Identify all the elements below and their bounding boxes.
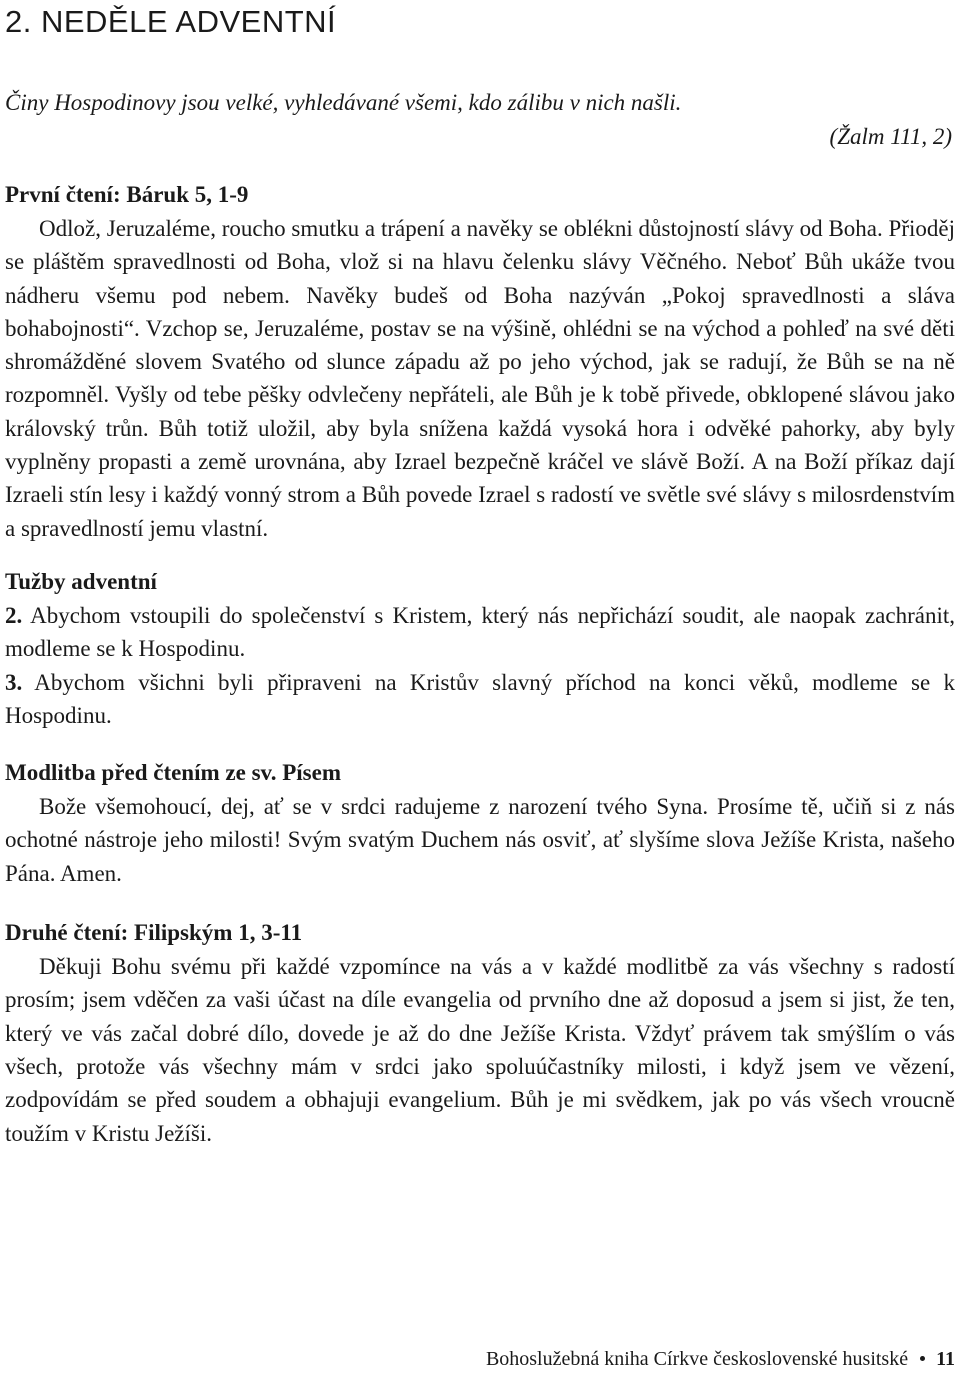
prayer-text: Bože všemohoucí, dej, ať se v srdci radujeme z narození tvého Syna. Prosíme tě, učiň si z nás ochotné nástroje jeho milosti! Svým svatým Duchem nás osviť, ať slyšíme slova Ježíše Krista, našeho Pána. Amen. [5,794,955,886]
second-reading-heading: Druhé čtení: Filipským 1, 3-11 [5,920,303,946]
petition-text: Abychom všichni byli připraveni na Kristův slavný příchod na konci věků, modleme se k Hospodinu. [5,669,955,728]
page-footer [486,1346,955,1372]
petition-text: Abychom vstoupili do společenství s Kristem, který nás nepřichází soudit, ale naopak zachránit, modleme se k Hospodinu. [5,602,955,662]
motto-text: Činy Hospodinovy jsou velké, vyhledávané všemi, kdo zálibu v nich našli. [5,90,682,115]
document-page [5,0,955,1150]
page-number: 11 [936,1348,955,1370]
petition-item [5,666,955,733]
first-reading-heading: První čtení: Báruk 5, 1-9 [5,182,249,207]
second-reading-text: Děkuji Bohu svému při každé vzpomínce na vás a v každé modlitbě za vás všechny s radostí prosím; jsem vděčen za vaši účast na díle evangelia od prvního dne až doposud a jsem si jist, že ten, který ve vás začal dobré dílo, dovede je až do dne Ježíše Krista. Vždyť právem tak smýšlím o vás všech, protože vás všechny mám v srdci jako spoluúčastníky milosti, i když jsem ve vězení, zodpovídám se před soudem a obhajuji evangelium. Bůh je mi svědkem, jak po vás všech vroucně toužím v Kristu Ježíši. [5,954,955,1146]
footer-book-title: Bohoslužebná kniha Církve československé husitské [485,1348,909,1370]
petition-item [5,599,955,666]
bullet-separator-icon [920,1356,925,1361]
tuzby-heading: Tužby adventní [5,568,157,594]
petition-number: 2. [5,602,23,628]
prayer-heading: Modlitba před čtením ze sv. Písem [5,760,342,786]
motto-reference: (Žalm 111, 2) [829,124,952,149]
petition-number: 3. [5,669,23,695]
page-title: 2. NEDĚLE ADVENTNÍ [5,4,337,39]
first-reading-text: Odlož, Jeruzaléme, roucho smutku a trápení a navěky se oblékni důstojností slávy od Boha. Přioděj se pláštěm spravedlnosti od Boha, vlož si na hlavu čelenku slávy Věčného. Neboť Bůh ukáže tvou nádheru všemu pod nebem. Navěky budeš od Boha nazýván „Pokoj spravedlnosti a sláva bohabojnosti“. Vzchop se, Jeruzaléme, postav se na výšině, ohlédni se na východ a pohleď na své děti shromážděné slovem Svatého od slunce západu až po jeho východ, jak se radují, že Bůh se na ně rozpomněl. Vyšly od tebe pěšky odvlečeny nepřáteli, ale Bůh je k tobě přivede, obklopené slávou jako královský trůn. Bůh totiž uložil, aby byla snížena každá vysoká hora i odvěké pahorky, aby byly vyplněny propasti a země urovnána, aby Izrael bezpečně kráčel ve slávě Boží. A na Boží příkaz dají Izraeli stín lesy i každý vonný strom a Bůh povede Izrael s radostí ve světle své slávy s milosrdenstvím a spravedlností jemu vlastní. [5,216,955,541]
